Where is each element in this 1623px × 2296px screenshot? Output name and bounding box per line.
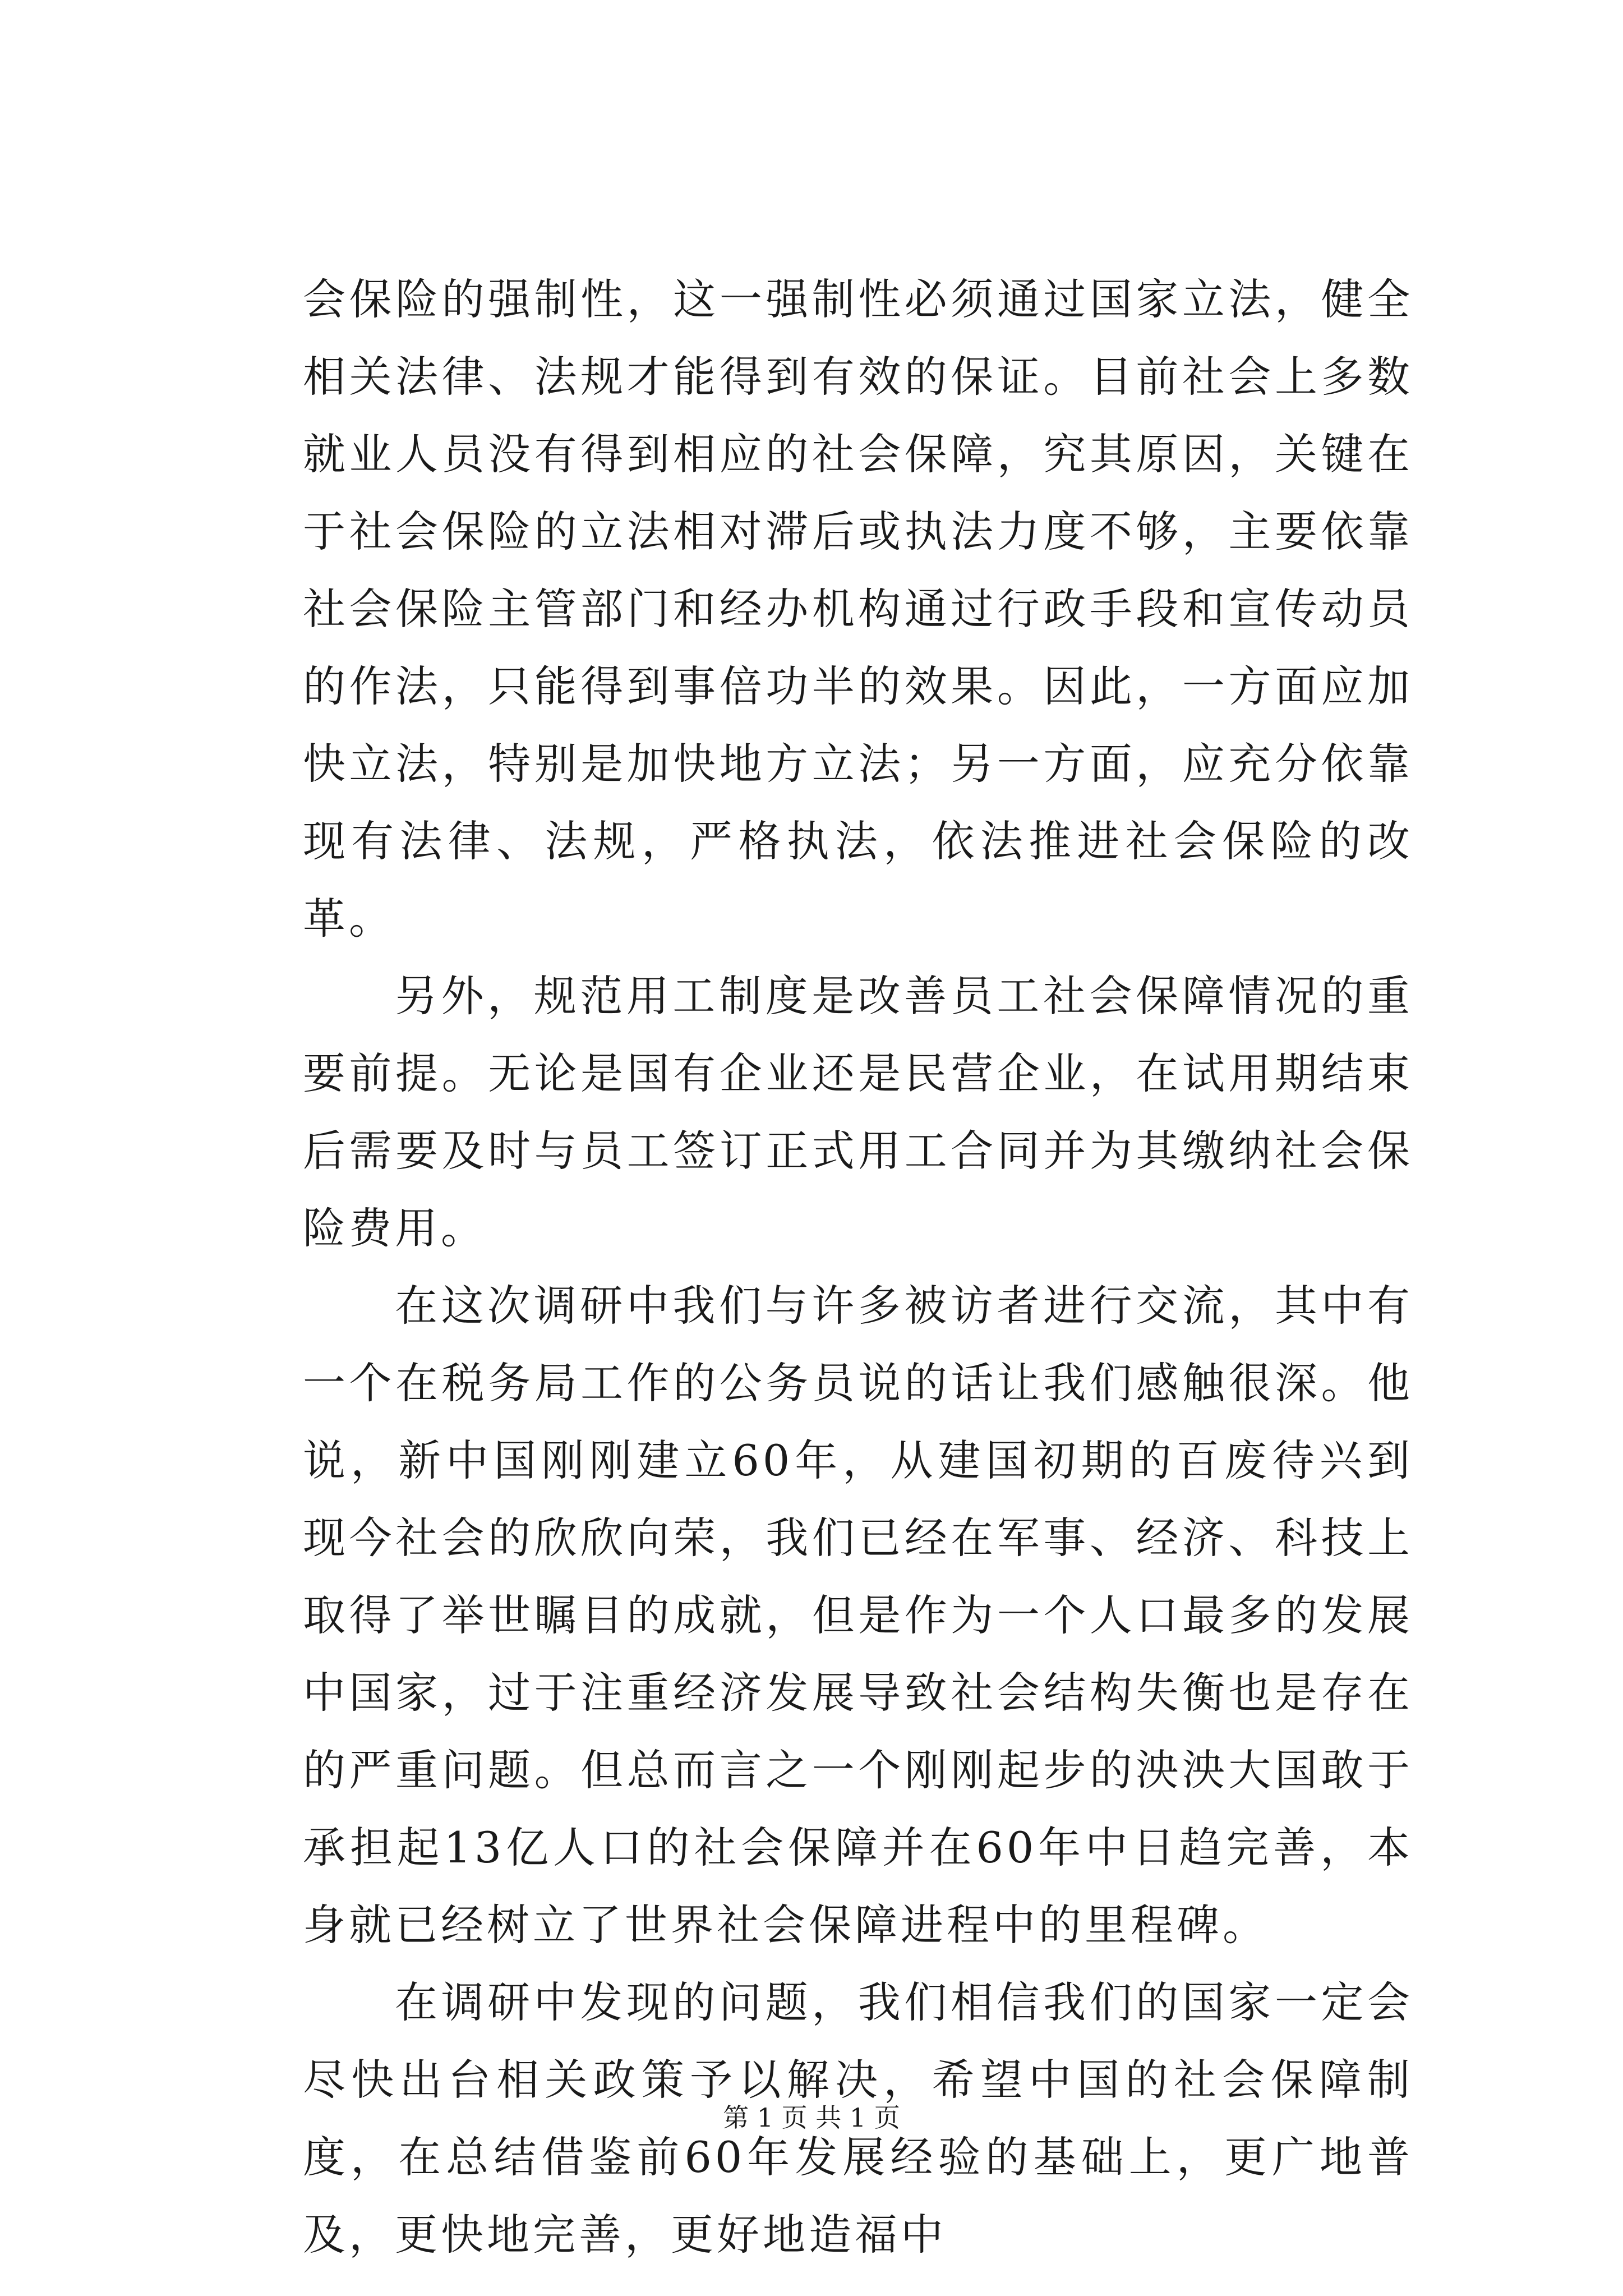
paragraph-interview: 在这次调研中我们与许多被访者进行交流，其中有一个在税务局工作的公务员说的话让我们感触很深。他说，新中国刚刚建立60年，从建国初期的百废待兴到现今社会的欣欣向荣，我们已经在军事、经济、科技上取得了举世瞩目的成就，但是作为一个人口最多的发展中国家，过于注重经济发展导致社会结构失衡也是存在的严重问题。但总而言之一个刚刚起步的泱泱大国敢于承担起13亿人口的社会保障并在60年中日趋完善，本身就已经树立了世界社会保障进程中的里程碑。 [303,1281,1413,1950]
body-text [303,261,1413,2274]
paragraph-conclusion: 在调研中发现的问题，我们相信我们的国家一定会尽快出台相关政策予以解决，希望中国的社会保障制度，在总结借鉴前60年发展经验的基础上，更广地普及，更快地完善，更好地造福中 [303,1977,1413,2260]
page-footer: 第 1 页 共 1 页 [723,2102,900,2133]
paragraph-employment-system: 另外，规范用工制度是改善员工社会保障情况的重要前提。无论是国有企业还是民营企业，在试用期结束后需要及时与员工签订正式用工合同并为其缴纳社会保险费用。 [303,971,1413,1253]
paragraph-continuation: 会保险的强制性，这一强制性必须通过国家立法，健全相关法律、法规才能得到有效的保证。目前社会上多数就业人员没有得到相应的社会保障，究其原因，关键在于社会保险的立法相对滞后或执法力度不够，主要依靠社会保险主管部门和经办机构通过行政手段和宣传动员的作法，只能得到事倍功半的效果。因此，一方面应加快立法，特别是加快地方立法；另一方面，应充分依靠现有法律、法规，严格执法，依法推进社会保险的改革。 [303,274,1413,944]
